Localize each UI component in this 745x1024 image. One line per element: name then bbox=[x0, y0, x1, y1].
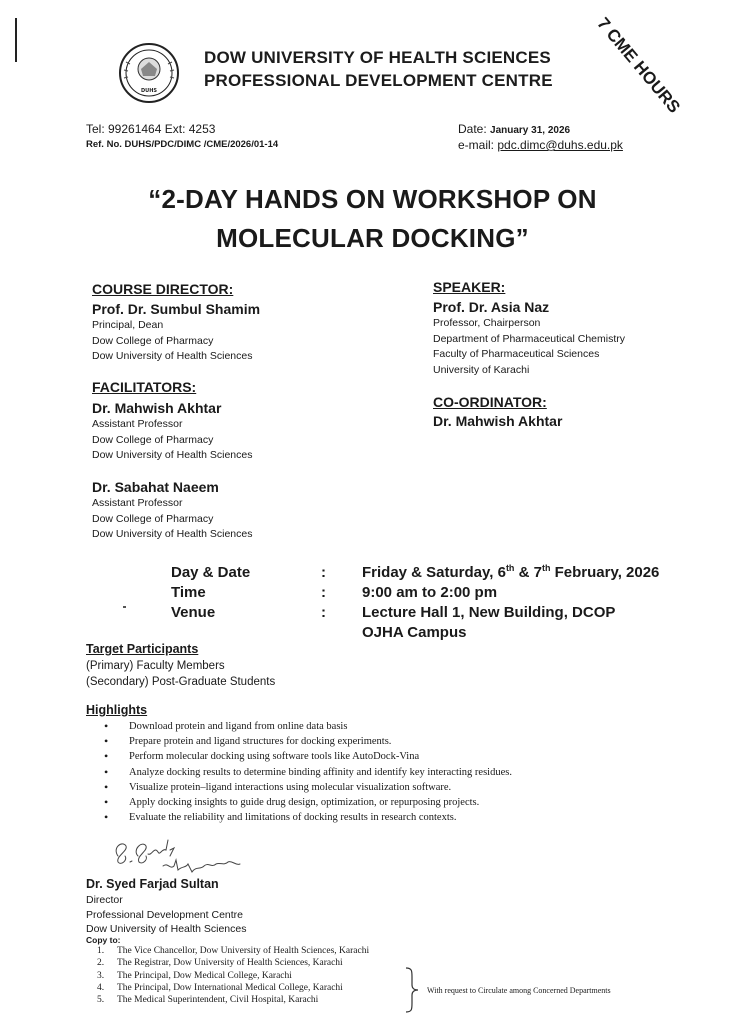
coordinator-heading: CO-ORDINATOR: bbox=[433, 394, 547, 410]
copy-to-heading: Copy to: bbox=[86, 935, 121, 945]
speaker-heading: SPEAKER: bbox=[433, 279, 506, 295]
detail-line: Dow University of Health Sciences bbox=[92, 449, 253, 461]
date-value: January 31, 2026 bbox=[490, 125, 571, 136]
schedule-values bbox=[362, 563, 659, 643]
telephone: Tel: 99261464 Ext: 4253 bbox=[86, 122, 216, 136]
circulation-note: With request to Circulate among Concerned Departments bbox=[427, 986, 611, 995]
schedule-separators bbox=[321, 563, 326, 623]
time-value: 9:00 am to 2:00 pm bbox=[362, 584, 498, 601]
course-director-heading: COURSE DIRECTOR: bbox=[92, 281, 234, 297]
svg-text:DUHS: DUHS bbox=[141, 88, 157, 94]
recipient-text: The Medical Superintendent, Civil Hospital, Karachi bbox=[117, 995, 319, 1006]
detail-line: Dow University of Health Sciences bbox=[92, 528, 253, 540]
recipient-text: The Principal, Dow Medical College, Karachi bbox=[117, 970, 292, 981]
highlights-list bbox=[104, 719, 512, 825]
highlight-item: • Evaluate the reliability and limitations of docking results in research contexts. bbox=[104, 810, 512, 825]
detail-line: Assistant Professor bbox=[92, 418, 183, 430]
highlight-item: • Perform molecular docking using software tools like AutoDock-Vina bbox=[104, 749, 512, 764]
university-logo bbox=[118, 42, 180, 104]
copy-recipient bbox=[97, 945, 369, 957]
highlight-item: • Prepare protein and ligand structures for docking experiments. bbox=[104, 734, 512, 749]
item-number: 3. bbox=[97, 970, 105, 981]
stray-mark bbox=[123, 606, 126, 608]
day-date-part: Friday & Saturday, 6 bbox=[362, 564, 506, 581]
right-brace bbox=[404, 967, 420, 1013]
workshop-title-line2: MOLECULAR DOCKING” bbox=[216, 223, 529, 253]
separator: : bbox=[321, 604, 326, 621]
recipient-text: The Vice Chancellor, Dow University of Health Sciences, Karachi bbox=[117, 946, 370, 956]
detail-line: University of Karachi bbox=[433, 363, 530, 376]
highlight-item: • Apply docking insights to guide drug design, optimization, or repurposing projects. bbox=[104, 795, 512, 810]
date-label: Date: bbox=[458, 122, 491, 136]
course-director-details bbox=[92, 318, 252, 365]
handwritten-signature bbox=[108, 826, 248, 876]
detail-line: Professor, Chairperson bbox=[433, 317, 541, 329]
workshop-title-line1: “2-DAY HANDS ON WORKSHOP ON bbox=[148, 184, 597, 214]
reference-number: Ref. No. DUHS/PDC/DIMC /CME/2026/01-14 bbox=[86, 139, 279, 150]
copy-recipient bbox=[97, 957, 369, 969]
org-name: DOW UNIVERSITY OF HEALTH SCIENCES bbox=[204, 48, 551, 67]
detail-line: Dow College of Pharmacy bbox=[92, 433, 214, 446]
copy-recipient bbox=[97, 994, 369, 1006]
copy-recipient bbox=[97, 982, 369, 994]
course-director-name: Prof. Dr. Sumbul Shamim bbox=[92, 301, 261, 317]
signatory-details bbox=[86, 893, 246, 937]
separator: : bbox=[321, 584, 326, 601]
venue-value-line2: OJHA Campus bbox=[362, 624, 467, 641]
participant-item: (Primary) Faculty Members bbox=[86, 660, 225, 672]
highlight-item: • Download protein and ligand from online data basis bbox=[104, 719, 512, 734]
recipient-text: The Principal, Dow International Medical College, Karachi bbox=[117, 982, 343, 993]
facilitator-name: Dr. Mahwish Akhtar bbox=[92, 400, 222, 416]
ordinal-suffix: th bbox=[541, 563, 551, 573]
detail-line: Principal, Dean bbox=[92, 319, 164, 331]
facilitator-details bbox=[92, 496, 252, 543]
copy-recipient bbox=[97, 970, 369, 982]
detail-line: Dow University of Health Sciences bbox=[86, 923, 247, 935]
email-label: e-mail: bbox=[458, 138, 498, 152]
target-participants-heading: Target Participants bbox=[86, 642, 199, 656]
detail-line: Department of Pharmaceutical Chemistry bbox=[433, 332, 625, 345]
time-label: Time bbox=[171, 584, 206, 601]
day-date-value bbox=[362, 563, 659, 583]
speaker-details bbox=[433, 316, 625, 378]
schedule-labels bbox=[171, 563, 250, 623]
facilitator-details bbox=[92, 417, 252, 464]
cme-hours-stamp: 7 CME HOURS bbox=[593, 14, 684, 117]
speaker-name: Prof. Dr. Asia Naz bbox=[433, 299, 550, 315]
highlight-item: • Visualize protein–ligand interactions using molecular visualization software. bbox=[104, 780, 512, 795]
day-date-part: & 7 bbox=[514, 564, 542, 581]
item-number: 4. bbox=[97, 982, 105, 993]
contact-email bbox=[458, 138, 623, 152]
detail-line: Director bbox=[86, 894, 123, 906]
detail-line: Assistant Professor bbox=[92, 497, 183, 509]
org-department: PROFESSIONAL DEVELOPMENT CENTRE bbox=[204, 71, 553, 90]
venue-value: Lecture Hall 1, New Building, DCOP bbox=[362, 604, 616, 621]
day-date-label: Day & Date bbox=[171, 564, 251, 581]
venue-label: Venue bbox=[171, 604, 216, 621]
margin-pen-mark bbox=[15, 18, 17, 62]
facilitators-heading: FACILITATORS: bbox=[92, 379, 197, 395]
item-number: 1. bbox=[97, 946, 105, 956]
detail-line: Professional Development Centre bbox=[86, 908, 243, 921]
coordinator-name: Dr. Mahwish Akhtar bbox=[433, 413, 563, 429]
participant-item: (Secondary) Post-Graduate Students bbox=[86, 676, 276, 688]
day-date-part: February, 2026 bbox=[550, 564, 660, 581]
separator: : bbox=[321, 564, 326, 581]
letter-date bbox=[458, 122, 570, 136]
email-link[interactable]: pdc.dimc@duhs.edu.pk bbox=[497, 138, 623, 152]
detail-line: Dow College of Pharmacy bbox=[92, 334, 214, 347]
copy-to-list bbox=[97, 945, 369, 1006]
ordinal-suffix: th bbox=[505, 563, 515, 573]
detail-line: Dow College of Pharmacy bbox=[92, 512, 214, 525]
signatory-name: Dr. Syed Farjad Sultan bbox=[86, 877, 219, 891]
highlights-heading: Highlights bbox=[86, 703, 148, 717]
detail-line: Faculty of Pharmaceutical Sciences bbox=[433, 348, 600, 360]
recipient-text: The Registrar, Dow University of Health Sciences, Karachi bbox=[117, 958, 343, 969]
detail-line: Dow University of Health Sciences bbox=[92, 350, 253, 362]
facilitator-name: Dr. Sabahat Naeem bbox=[92, 479, 219, 495]
target-participants-list bbox=[86, 658, 275, 690]
highlight-item: • Analyze docking results to determine binding affinity and identify key interacting residues. bbox=[104, 765, 512, 780]
item-number: 2. bbox=[97, 958, 105, 969]
item-number: 5. bbox=[97, 995, 105, 1006]
